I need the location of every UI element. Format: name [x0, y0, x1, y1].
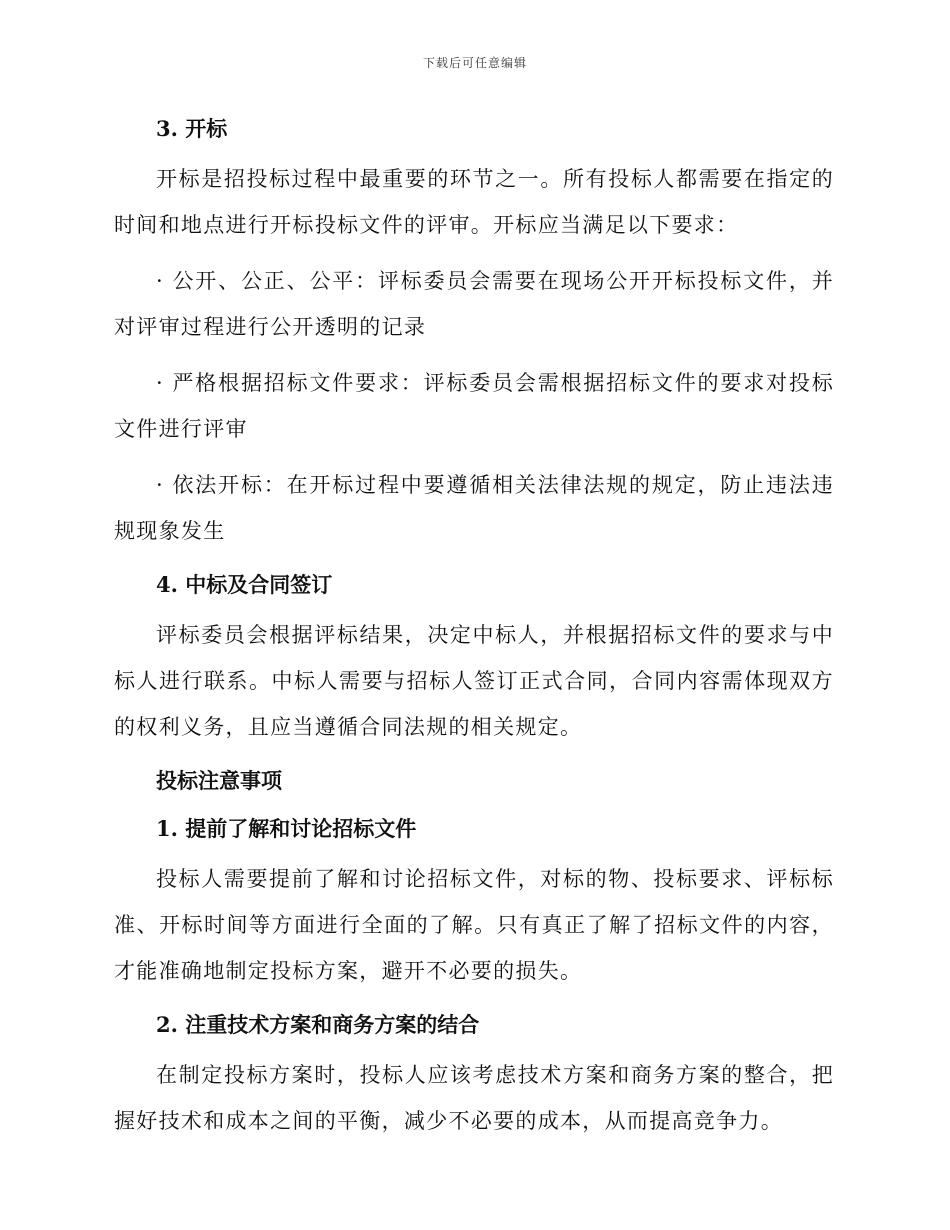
- note-1-title: 1. 提前了解和讨论招标文件: [156, 816, 417, 841]
- section-4-title: 4. 中标及合同签订: [156, 572, 333, 597]
- header-note: 下载后可任意编辑: [422, 56, 527, 70]
- note-2-title: 2. 注重技术方案和商务方案的结合: [156, 1012, 480, 1037]
- section-3-bullet-1: · 公开、公正、公平：评标委员会需要在现场公开开标投标文件，并对评审过程进行公开透明的记录: [114, 269, 834, 339]
- section-3-bullet-2: · 严格根据招标文件要求：评标委员会需根据招标文件的要求对投标文件进行评审: [114, 371, 834, 441]
- section-3-title: 3. 开标: [156, 116, 228, 141]
- note-2-body: 在制定投标方案时，投标人应该考虑技术方案和商务方案的整合，把握好技术和成本之间的平衡，减少不必要的成本，从而提高竞争力。: [114, 1063, 834, 1133]
- notes-title: 投标注意事项: [156, 768, 282, 793]
- note-1-body: 投标人需要提前了解和讨论招标文件，对标的物、投标要求、评标标准、开标时间等方面进行全面的了解。只有真正了解了招标文件的内容，才能准确地制定投标方案，避开不必要的损失。: [114, 867, 834, 983]
- section-4-body: 评标委员会根据评标结果，决定中标人，并根据招标文件的要求与中标人进行联系。中标人需要与招标人签订正式合同，合同内容需体现双方的权利义务，且应当遵循合同法规的相关规定。: [114, 623, 834, 739]
- section-3-intro: 开标是招投标过程中最重要的环节之一。所有投标人都需要在指定的时间和地点进行开标投标文件的评审。开标应当满足以下要求：: [114, 167, 834, 237]
- section-3-bullet-3: · 依法开标：在开标过程中要遵循相关法律法规的规定，防止违法违规现象发生: [114, 473, 834, 543]
- document-body: [114, 112, 834, 1144]
